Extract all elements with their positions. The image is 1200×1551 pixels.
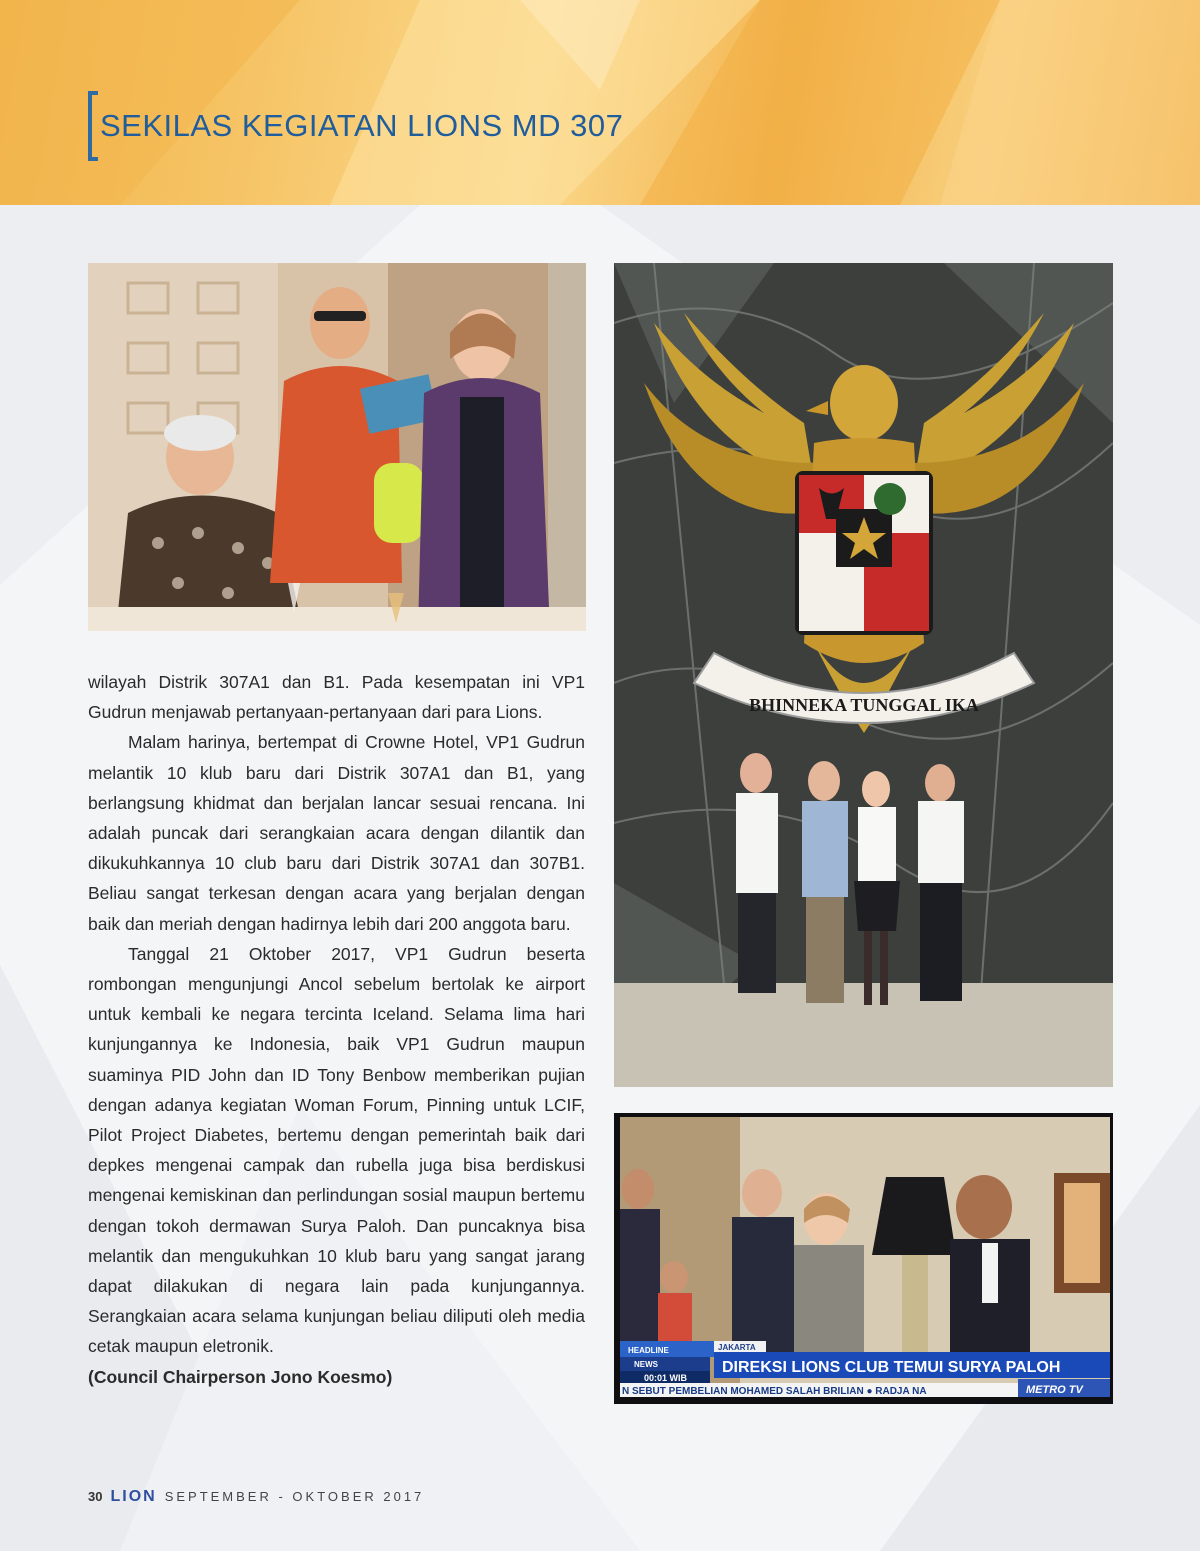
article-body	[88, 667, 585, 1392]
channel-logo: METRO TV	[1026, 1384, 1083, 1396]
magazine-name: LION	[110, 1488, 157, 1505]
location-tag: JAKARTA	[718, 1343, 756, 1352]
headline-label-2: NEWS	[634, 1360, 658, 1369]
emblem-motto: BHINNEKA TUNGGAL IKA	[749, 695, 979, 715]
article-byline: (Council Chairperson Jono Koesmo)	[88, 1366, 393, 1387]
page-footer	[88, 1488, 424, 1510]
page-number: 30	[88, 1489, 103, 1504]
tv-ticker: N SEBUT PEMBELIAN MOHAMED SALAH BRILIAN ● RADJA NA	[622, 1386, 927, 1397]
garuda-photo	[614, 263, 1113, 1087]
issue-date: SEPTEMBER - OKTOBER 2017	[164, 1489, 425, 1504]
article-paragraph-2: Malam harinya, bertempat di Crowne Hotel, VP1 Gudrun melantik 10 klub baru dari Distrik 307A1 dan B1, yang berlangsung khidmat dan berjalan lancar sesuai rencana. Ini adalah puncak dari serangkaian acara dengan dilantik dan dikukuhkannya 10 club baru dari Distrik 307A1 dan 307B1. Beliau sangat terkesan dengan acara yang berjalan dengan baik dan meriah dengan hadirnya lebih dari 200 anggota baru.	[88, 732, 585, 934]
tv-clock: 00:01 WIB	[644, 1373, 688, 1383]
tv-headline: DIREKSI LIONS CLUB TEMUI SURYA PALOH	[722, 1359, 1061, 1376]
article-paragraph-3: Tanggal 21 Oktober 2017, VP1 Gudrun beserta rombongan mengunjungi Ancol sebelum bertolak ke airport untuk kembali ke negara tercinta Iceland. Selama lima hari kunjungannya ke Indonesia, baik VP1 Gudrun maupun suaminya PID John dan ID Tony Benbow memberikan pujian dengan adanya kegiatan Woman Forum, Pinning untuk LCIF, Pilot Project Diabetes, bertemu dengan pemerintah baik dari depkes mengenai campak dan rubella juga bisa berdiskusi mengenai kemiskinan dan perlindungan sosial maupun bertemu dengan tokoh dermawan Surya Paloh. Dan puncaknya bisa melantik dan mengukuhkan 10 klub baru yang sangat jarang dapat dilakukan di negara lain pada kunjungannya. Serangkaian acara selama kunjungan beliau diliputi oleh media cetak maupun eletronik.	[88, 943, 585, 1357]
tv-news-photo	[614, 1113, 1113, 1404]
title-bracket	[88, 91, 98, 161]
section-title	[88, 92, 623, 160]
headline-label-1: HEADLINE	[628, 1346, 669, 1355]
dinner-photo	[88, 263, 586, 631]
header-band	[0, 0, 1200, 205]
section-title-text: SEKILAS KEGIATAN LIONS MD 307	[100, 108, 624, 143]
article-paragraph-1: wilayah Distrik 307A1 dan B1. Pada kesempatan ini VP1 Gudrun menjawab pertanyaan-pertanyaan dari para Lions.	[88, 672, 585, 723]
